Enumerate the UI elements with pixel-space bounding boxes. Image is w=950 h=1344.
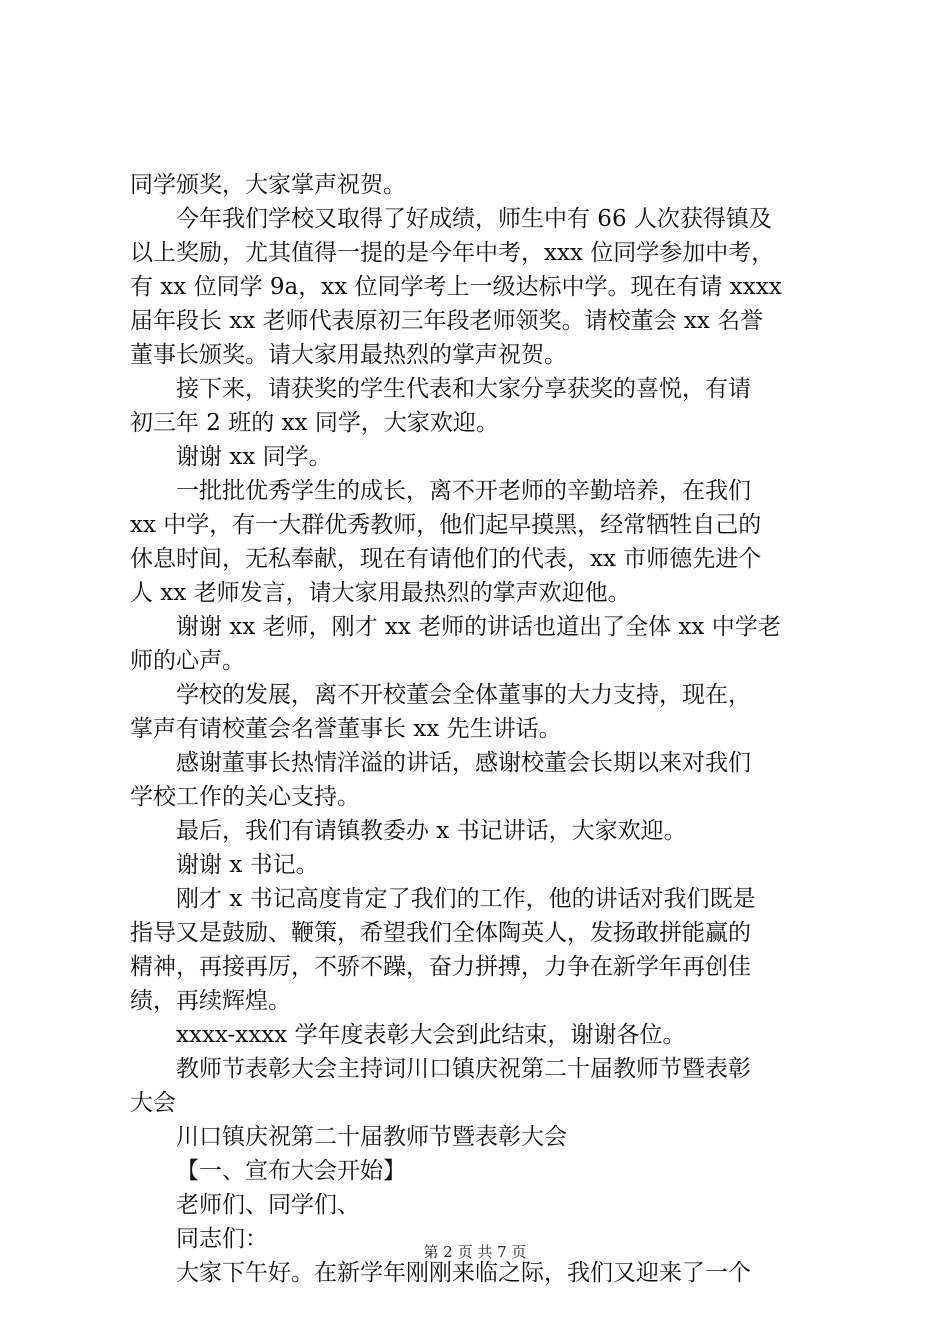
text-line: 一批批优秀学生的成长，离不开老师的辛勤培养，在我们 bbox=[176, 478, 751, 504]
text-line: 届年段长 xx 老师代表原初三年段老师领奖。请校董会 xx 名誉 bbox=[130, 308, 764, 334]
text-line: 指导又是鼓励、鞭策，希望我们全体陶英人，发扬敢拼能赢的 bbox=[130, 920, 751, 946]
text-line: 刚才 x 书记高度肯定了我们的工作，他的讲话对我们既是 bbox=[176, 886, 756, 912]
text-line: xxxx-xxxx 学年度表彰大会到此结束，谢谢各位。 bbox=[176, 1022, 686, 1048]
text-line: 掌声有请校董会名誉董事长 xx 先生讲话。 bbox=[130, 716, 562, 742]
text-line: 同学颁奖，大家掌声祝贺。 bbox=[130, 172, 406, 198]
text-line: 学校的发展，离不开校董会全体董事的大力支持，现在， bbox=[176, 682, 751, 708]
text-line: 以上奖励，尤其值得一提的是今年中考，xxx 位同学参加中考， bbox=[130, 240, 775, 266]
document-body bbox=[130, 168, 830, 1290]
text-line: 初三年 2 班的 xx 同学，大家欢迎。 bbox=[130, 410, 499, 436]
text-line: 大家下午好。在新学年刚刚来临之际，我们又迎来了一个 bbox=[176, 1260, 751, 1286]
text-line: 绩，再续辉煌。 bbox=[130, 988, 291, 1014]
text-line: 大会 bbox=[130, 1090, 176, 1116]
text-line: 谢谢 xx 同学。 bbox=[176, 444, 332, 470]
text-line: 有 xx 位同学 9a，xx 位同学考上一级达标中学。现在有请 xxxx bbox=[130, 274, 782, 300]
text-line: 人 xx 老师发言，请大家用最热烈的掌声欢迎他。 bbox=[130, 580, 631, 606]
text-line: 董事长颁奖。请大家用最热烈的掌声祝贺。 bbox=[130, 342, 567, 368]
text-line: xx 中学，有一大群优秀教师，他们起早摸黑，经常牺牲自己的 bbox=[130, 512, 762, 538]
text-line: 【一、宣布大会开始】 bbox=[176, 1158, 406, 1184]
text-line: 老师们、同学们、 bbox=[176, 1192, 360, 1218]
text-line: 今年我们学校又取得了好成绩，师生中有 66 人次获得镇及 bbox=[176, 206, 772, 232]
text-line: 谢谢 x 书记。 bbox=[176, 852, 319, 878]
text-line: 精神，再接再厉，不骄不躁，奋力拼搏，力争在新学年再创佳 bbox=[130, 954, 751, 980]
page-footer: 第 2 页 共 7 页 bbox=[423, 1243, 527, 1261]
text-line: 休息时间，无私奉献，现在有请他们的代表，xx 市师德先进个 bbox=[130, 546, 762, 572]
text-line: 同志们： bbox=[176, 1226, 268, 1252]
text-line: 谢谢 xx 老师，刚才 xx 老师的讲话也道出了全体 xx 中学老 bbox=[176, 614, 781, 640]
text-line: 学校工作的关心支持。 bbox=[130, 784, 360, 810]
text-line: 接下来，请获奖的学生代表和大家分享获奖的喜悦，有请 bbox=[176, 376, 751, 402]
text-line: 感谢董事长热情洋溢的讲话，感谢校董会长期以来对我们 bbox=[176, 750, 751, 776]
text-line: 最后，我们有请镇教委办 x 书记讲话，大家欢迎。 bbox=[176, 818, 687, 844]
text-line: 师的心声。 bbox=[130, 648, 245, 674]
text-line: 川口镇庆祝第二十届教师节暨表彰大会 bbox=[176, 1124, 567, 1150]
text-line: 教师节表彰大会主持词川口镇庆祝第二十届教师节暨表彰 bbox=[176, 1056, 751, 1082]
